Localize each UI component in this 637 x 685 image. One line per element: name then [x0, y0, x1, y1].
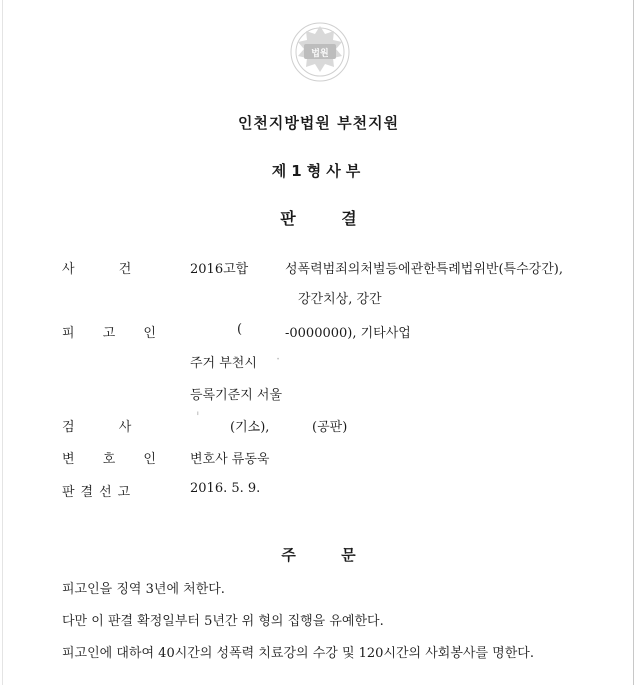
division-title: 제1형사부: [271, 162, 366, 180]
emblem-label: 법원: [311, 49, 329, 59]
prosecutor-prosecution: (기소),: [230, 420, 270, 435]
case-label: 사 건: [62, 262, 132, 277]
verdict-date: 2016. 5. 9.: [190, 481, 261, 496]
page-right-edge: [633, 0, 634, 685]
defendant-open-paren: (: [237, 322, 243, 337]
defendant-registry: 등록기준지 서울: [190, 388, 283, 403]
defendant-residence: 주거 부천시: [190, 356, 257, 371]
case-charge-line2: 강간치상, 강간: [298, 292, 382, 307]
defendant-label: 피 고 인: [62, 326, 156, 341]
court-emblem-icon: [288, 20, 352, 84]
verdict-date-label: 판결선고: [62, 485, 137, 500]
court-name: 인천지방법원 부천지원: [237, 114, 400, 132]
document-type-title: 판 결: [280, 209, 357, 228]
prosecutor-label: 검 사: [62, 420, 132, 435]
order-line-2: 다만 이 판결 확정일부터 5년간 위 형의 집행을 유예한다.: [62, 614, 384, 629]
page-left-edge: [2, 0, 3, 685]
counsel-name: 변호사 류동욱: [190, 452, 270, 467]
counsel-label: 변 호 인: [62, 452, 156, 467]
order-line-3: 피고인에 대하여 40시간의 성폭력 치료강의 수강 및 120시간의 사회봉사를 명한다.: [62, 646, 534, 661]
prosecutor-trial: (공판): [312, 420, 348, 435]
order-line-1: 피고인을 징역 3년에 처한다.: [62, 582, 225, 597]
case-number: 2016고합: [190, 262, 249, 277]
defendant-residence-tail: ·: [276, 352, 281, 367]
order-heading: 주 문: [281, 546, 356, 564]
defendant-id-job: -0000000), 기타사업: [285, 326, 411, 341]
prosecutor-mark: ': [196, 410, 200, 425]
case-charge-line1: 성폭력범죄의처벌등에관한특례법위반(특수강간),: [285, 262, 563, 277]
